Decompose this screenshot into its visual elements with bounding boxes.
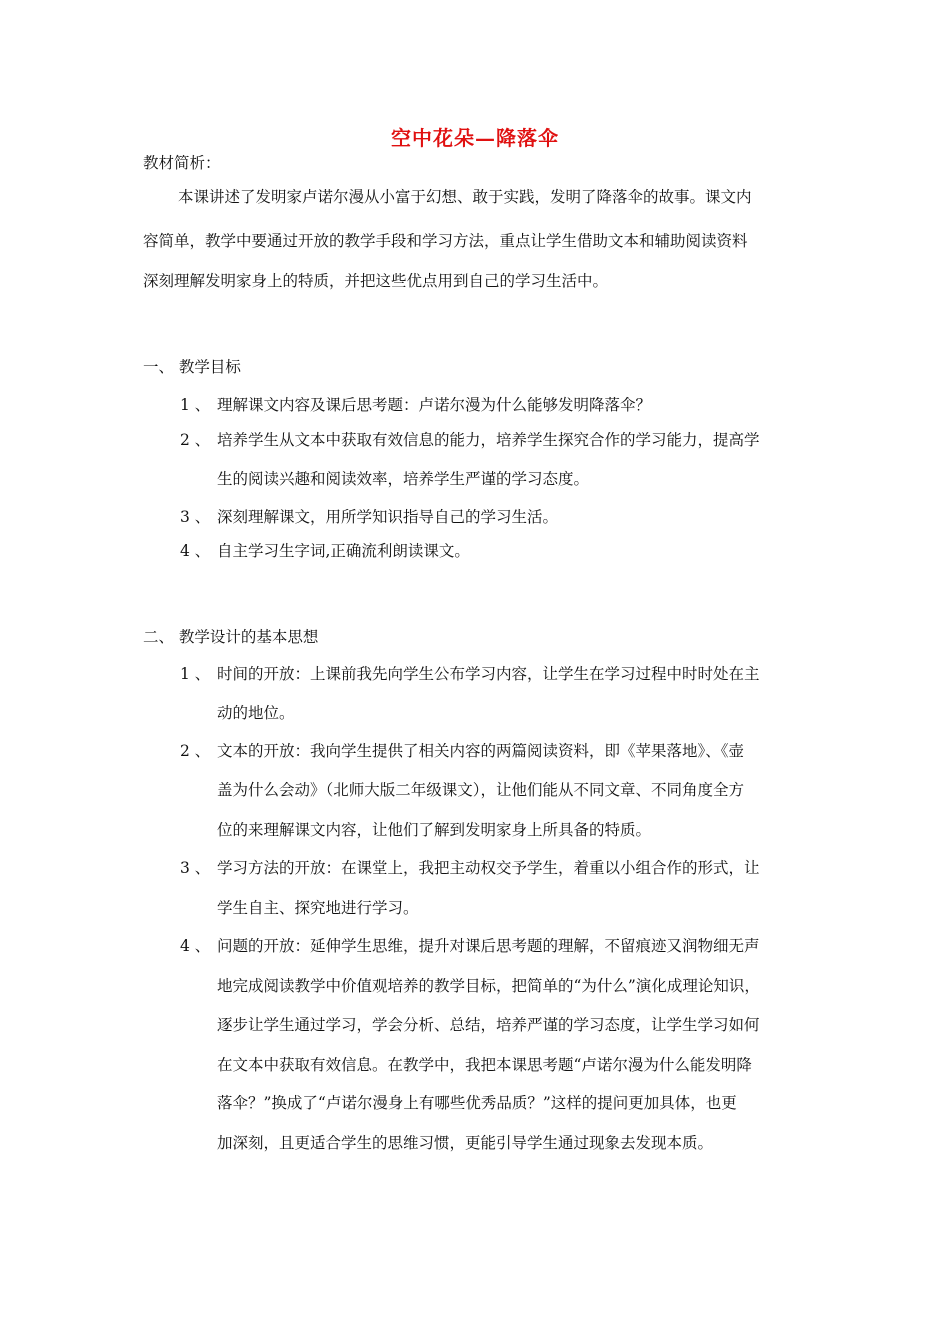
list-item-number: 4 、 (180, 937, 211, 955)
list-item-text: 学习方法的开放：在课堂上，我把主动权交予学生，着重以小组合作的形式，让 (217, 859, 760, 877)
list-item-text: 理解课文内容及课后思考题：卢诺尔漫为什么能够发明降落伞？ (217, 396, 652, 414)
section-heading: 二、 教学设计的基本思想 (143, 628, 319, 646)
list-item-text: 位的来理解课文内容，让他们了解到发明家身上所具备的特质。 (217, 821, 652, 839)
list-item-number: 4 、 (180, 542, 211, 560)
list-item-text: 问题的开放：延伸学生思维，提升对课后思考题的理解，不留痕迹又润物细无声 (217, 937, 760, 955)
list-item-number: 3 、 (180, 859, 211, 877)
list-item-text: 在文本中获取有效信息。在教学中，我把本课思考题“卢诺尔漫为什么能发明降 (217, 1056, 752, 1074)
section-heading: 一、 教学目标 (143, 358, 241, 376)
list-item-text: 深刻理解课文，用所学知识指导自己的学习生活。 (217, 508, 559, 526)
list-item-text: 学生自主、探究地进行学习。 (217, 899, 419, 917)
list-item-text: 盖为什么会动》（北师大版二年级课文），让他们能从不同文章、不同角度全方 (217, 781, 745, 799)
list-item-number: 2 、 (180, 742, 211, 760)
list-item-text: 自主学习生字词,正确流利朗读课文。 (217, 542, 470, 560)
list-item-text: 动的地位。 (217, 704, 295, 722)
list-item-text: 生的阅读兴趣和阅读效率，培养学生严谨的学习态度。 (217, 470, 590, 488)
list-item-number: 1 、 (180, 396, 211, 414)
analysis-label: 教材简析： (143, 154, 221, 172)
list-item-text: 落伞？”换成了“卢诺尔漫身上有哪些优秀品质？”这样的提问更加具体，也更 (217, 1094, 737, 1112)
document-title: 空中花朵—降落伞 (391, 126, 559, 150)
list-item-text: 时间的开放：上课前我先向学生公布学习内容，让学生在学习过程中时时处在主 (217, 665, 760, 683)
analysis-line: 本课讲述了发明家卢诺尔漫从小富于幻想、敢于实践，发明了降落伞的故事。课文内 (178, 188, 752, 206)
list-item-number: 1 、 (180, 665, 211, 683)
list-item-text: 地完成阅读教学中价值观培养的教学目标，把简单的“为什么”演化成理论知识， (217, 977, 760, 995)
list-item-number: 3 、 (180, 508, 211, 526)
list-item-text: 逐步让学生通过学习，学会分析、总结，培养严谨的学习态度，让学生学习如何 (217, 1016, 760, 1034)
list-item-text: 加深刻，且更适合学生的思维习惯，更能引导学生通过现象去发现本质。 (217, 1134, 714, 1152)
list-item-text: 培养学生从文本中获取有效信息的能力，培养学生探究合作的学习能力，提高学 (217, 431, 760, 449)
analysis-line: 深刻理解发明家身上的特质，并把这些优点用到自己的学习生活中。 (143, 272, 609, 290)
list-item-number: 2 、 (180, 431, 211, 449)
analysis-line: 容简单，教学中要通过开放的教学手段和学习方法，重点让学生借助文本和辅助阅读资料 (143, 232, 748, 250)
list-item-text: 文本的开放：我向学生提供了相关内容的两篇阅读资料，即《苹果落地》、《壶 (217, 742, 745, 760)
